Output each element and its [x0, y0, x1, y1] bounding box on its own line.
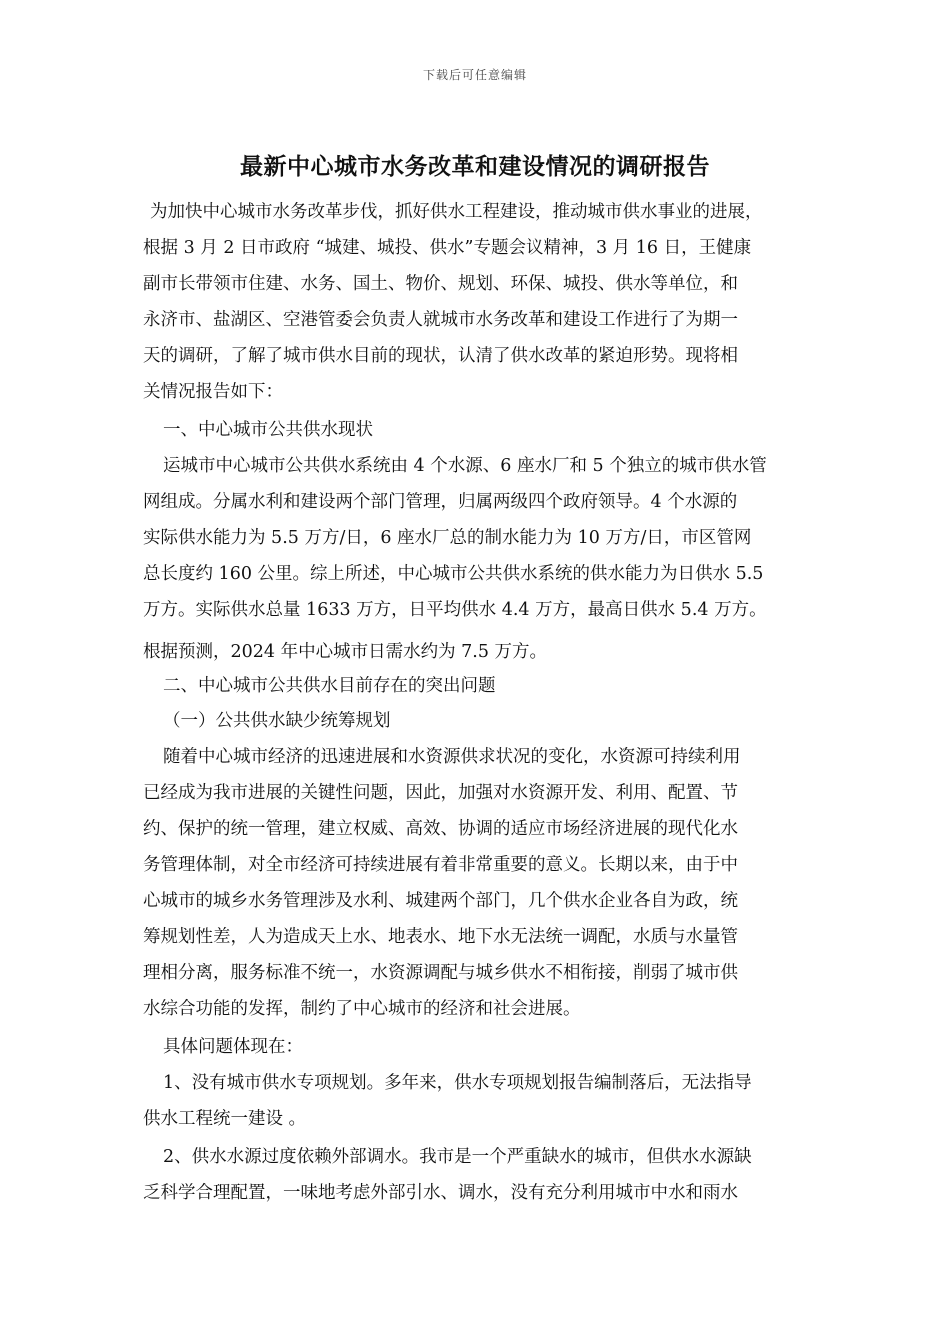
- paragraph-line: 约、保护的统一管理，建立权威、高效、协调的适应市场经济进展的现代化水: [143, 819, 738, 839]
- section-heading: 二、中心城市公共供水目前存在的突出问题: [163, 676, 496, 696]
- paragraph-line: 天的调研，了解了城市供水目前的现状，认清了供水改革的紧迫形势。现将相: [143, 346, 738, 366]
- paragraph-line: 根据预测，2024 年中心城市日需水约为 7.5 万方。: [143, 642, 548, 662]
- paragraph-line: 实际供水能力为 5.5 万方/日，6 座水厂总的制水能力为 10 万方/日，市区管网: [143, 528, 752, 548]
- paragraph-line: 已经成为我市进展的关键性问题，因此，加强对水资源开发、利用、配置、节: [143, 783, 738, 803]
- paragraph-line: 网组成。分属水利和建设两个部门管理，归属两级四个政府领导。4 个水源的: [143, 492, 738, 512]
- paragraph-line: 乏科学合理配置，一味地考虑外部引水、调水，没有充分利用城市中水和雨水: [143, 1183, 738, 1203]
- paragraph-line: 供水工程统一建设 。: [143, 1109, 307, 1129]
- paragraph-line: 总长度约 160 公里。综上所述，中心城市公共供水系统的供水能力为日供水 5.5: [143, 564, 764, 584]
- paragraph-line: 1、没有城市供水专项规划。多年来，供水专项规划报告编制落后，无法指导: [163, 1073, 752, 1093]
- paragraph-line: 运城市中心城市公共供水系统由 4 个水源、6 座水厂和 5 个独立的城市供水管: [163, 456, 767, 476]
- document-title: 最新中心城市水务改革和建设情况的调研报告: [240, 153, 710, 180]
- paragraph-line: 为加快中心城市水务改革步伐，抓好供水工程建设，推动城市供水事业的进展，: [150, 202, 763, 222]
- paragraph-line: 水综合功能的发挥，制约了中心城市的经济和社会进展。: [143, 999, 581, 1019]
- paragraph-line: 关情况报告如下：: [143, 382, 283, 402]
- paragraph-line: 务管理体制，对全市经济可持续进展有着非常重要的意义。长期以来，由于中: [143, 855, 738, 875]
- paragraph-line: 随着中心城市经济的迅速进展和水资源供求状况的变化，水资源可持续利用: [163, 747, 741, 767]
- paragraph-line: 万方。实际供水总量 1633 万方，日平均供水 4.4 万方，最高日供水 5.4 万方。: [143, 600, 767, 620]
- paragraph-line: 筹规划性差，人为造成天上水、地表水、地下水无法统一调配，水质与水量管: [143, 927, 738, 947]
- paragraph-line: 根据 3 月 2 日市政府 “城建、城投、供水”专题会议精神，3 月 16 日，王健康: [143, 238, 752, 258]
- section-heading: 一、中心城市公共供水现状: [163, 420, 373, 440]
- paragraph-line: 心城市的城乡水务管理涉及水利、城建两个部门，几个供水企业各自为政，统: [143, 891, 738, 911]
- paragraph-line: 永济市、盐湖区、空港管委会负责人就城市水务改革和建设工作进行了为期一: [143, 310, 738, 330]
- paragraph-line: 副市长带领市住建、水务、国土、物价、规划、环保、城投、供水等单位，和: [143, 274, 738, 294]
- paragraph-line: 2、供水水源过度依赖外部调水。我市是一个严重缺水的城市，但供水水源缺: [163, 1147, 752, 1167]
- paragraph-line: 具体问题体现在：: [163, 1037, 303, 1057]
- paragraph-line: 理相分离，服务标准不统一，水资源调配与城乡供水不相衔接，削弱了城市供: [143, 963, 738, 983]
- download-note: 下载后可任意编辑: [422, 68, 527, 82]
- subsection-heading: （一）公共供水缺少统筹规划: [163, 711, 391, 731]
